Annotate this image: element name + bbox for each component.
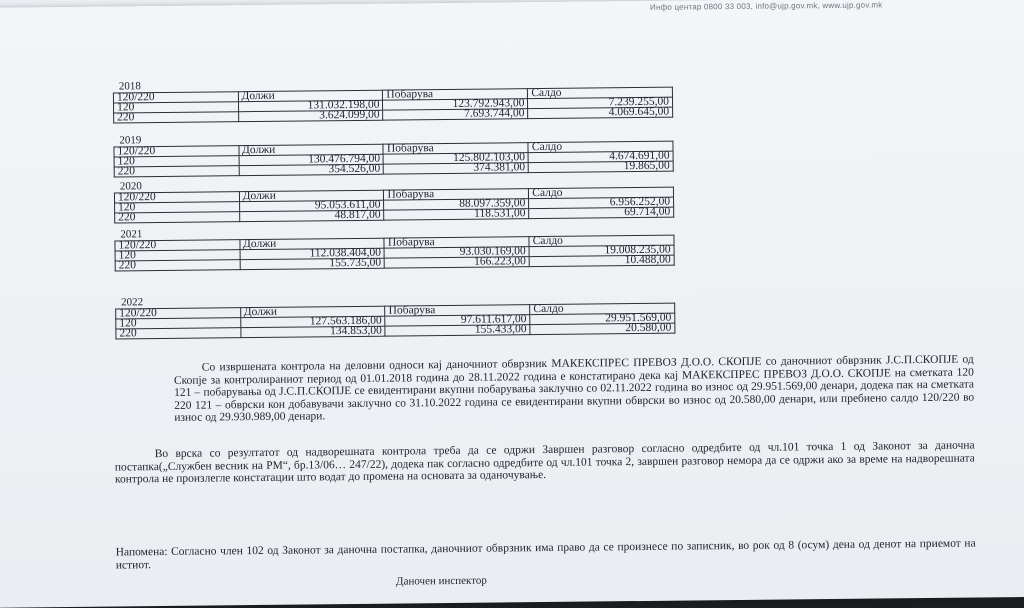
dolzi-value: 48.817,00 bbox=[239, 210, 384, 222]
column-header: Побарува bbox=[384, 189, 529, 201]
column-header: Побарува bbox=[383, 89, 528, 101]
row-label: 120 bbox=[115, 202, 240, 213]
column-header: Должи bbox=[240, 306, 385, 318]
column-header: Должи bbox=[239, 190, 384, 202]
row-label: 220 bbox=[114, 112, 239, 123]
column-header: Должи bbox=[239, 238, 384, 250]
row-label: 220 bbox=[116, 328, 241, 339]
ledger-table-2020 bbox=[114, 187, 674, 224]
column-header: Салдо bbox=[529, 187, 674, 199]
saldo-value: 4.069.645,00 bbox=[528, 107, 673, 119]
year-label-2020: 2020 bbox=[119, 180, 142, 193]
column-header: Побарува bbox=[383, 143, 528, 155]
note-paragraph bbox=[116, 537, 976, 571]
dolzi-value: 112.038.404,00 bbox=[240, 248, 385, 260]
dolzi-value: 155.735,00 bbox=[240, 258, 385, 270]
saldo-value: 6.956.252,00 bbox=[529, 197, 674, 209]
saldo-value: 19.865,00 bbox=[529, 161, 674, 173]
table-head-cell: 120/220 bbox=[114, 192, 239, 203]
dolzi-value: 95.053.611,00 bbox=[239, 200, 384, 212]
pobaruva-value: 374.381,00 bbox=[384, 163, 529, 175]
column-header: Побарува bbox=[385, 305, 530, 317]
ledger-table-2018 bbox=[113, 87, 673, 124]
ledger-table-2022 bbox=[115, 303, 675, 340]
table-head-cell: 120/220 bbox=[114, 146, 239, 157]
pobaruva-value: 88.097.359,00 bbox=[384, 199, 529, 211]
header-contacts: Инфо центар 0800 33 003, info@ujp.gov.mk, www.ujp.gov.mk bbox=[649, 0, 883, 12]
conclusion-paragraph bbox=[115, 440, 975, 487]
year-label-2019: 2019 bbox=[119, 134, 142, 147]
pobaruva-value: 97.611.617,00 bbox=[385, 315, 530, 327]
saldo-value: 4.674.691,00 bbox=[528, 151, 673, 163]
row-label: 120 bbox=[115, 250, 240, 261]
column-header: Должи bbox=[238, 144, 383, 156]
findings-text: Со извршената контрола на деловни односи кај даночниот обврзник МАКЕКСПРЕС ПРЕВОЗ Д.О.О. СКОПЈЕ со даночниот обврзник Ј.С.П.СКОПЈЕ од Скопје за контролираниот период од 01.01.2018 година до 28.11.2022 година е констатирано дека кај МАКЕКСПРЕС ПРЕВОЗ Д.О.О. СКОПЈЕ на сметката 120 121 – побарувања од Ј.С.П.СКОПЈЕ се евидентирани вкупни побарувања заклучно со 02.11.2022 година во износ од 29.951.569,00 денари, додека пак на сметката 220 121 – обврски кон добавувачи заклучно со 31.10.2022 година се евидентирани вкупни обврски во износ од 20.580,00 денари, или пребиено салдо 120/220 во износ од 29.930.989,00 денари. bbox=[173, 353, 975, 424]
pobaruva-value: 125.802.103,00 bbox=[384, 153, 529, 165]
dolzi-value: 354.526,00 bbox=[239, 164, 384, 176]
table-head-cell: 120/220 bbox=[113, 92, 238, 103]
ledger-table-2021 bbox=[114, 235, 674, 272]
conclusion-text: Во врска со резултатот од надворешната контрола треба да се одржи Завршен разговор согласно одредбите од чл.101 точка 1 од Законот за даночна постапка(„Службен весник на РМ“, бр.13/06… 247/22), додека пак согласно одредбите од чл.101 точка 2, завршен разговор немора да се одржи ако за време на надворешната контрола не произлегле констатации што водат до промена на основата за оданочување. bbox=[114, 439, 975, 486]
table-head-cell: 120/220 bbox=[116, 308, 241, 319]
column-header: Салдо bbox=[530, 303, 675, 315]
saldo-value: 10.488,00 bbox=[529, 255, 674, 267]
year-label-2021: 2021 bbox=[120, 228, 143, 241]
year-label-2018: 2018 bbox=[118, 80, 141, 93]
column-header: Салдо bbox=[528, 87, 673, 99]
saldo-value: 29.951.569,00 bbox=[530, 313, 675, 325]
column-header: Салдо bbox=[529, 235, 674, 247]
findings-paragraph bbox=[174, 354, 975, 425]
dolzi-value: 127.563.186,00 bbox=[240, 316, 385, 328]
saldo-value: 19.008.235,00 bbox=[529, 245, 674, 257]
dolzi-value: 131.032.198,00 bbox=[238, 100, 383, 112]
dolzi-value: 130.476.794,00 bbox=[239, 154, 384, 166]
dolzi-value: 134.853,00 bbox=[240, 326, 385, 338]
row-label: 220 bbox=[115, 212, 240, 223]
note-text: Напомена: Согласно член 102 од Законот за даночна постапка, даночниот обврзник има право да се произнесе по записник, во рок од 8 (осум) дена од денот на приемот на истиот. bbox=[115, 537, 976, 572]
pobaruva-value: 118.531,00 bbox=[384, 209, 529, 221]
saldo-value: 69.714,00 bbox=[529, 207, 674, 219]
column-header: Побарува bbox=[384, 237, 529, 249]
saldo-value: 20.580,00 bbox=[530, 323, 675, 335]
table-head-cell: 120/220 bbox=[115, 240, 240, 251]
pobaruva-value: 7.693.744,00 bbox=[383, 109, 528, 121]
row-label: 120 bbox=[116, 318, 241, 329]
row-label: 220 bbox=[114, 166, 239, 177]
row-label: 220 bbox=[115, 260, 240, 271]
pobaruva-value: 123.792.943,00 bbox=[383, 99, 528, 111]
signature-label: Даночен инспектор bbox=[395, 574, 487, 588]
saldo-value: 7.239.255,00 bbox=[528, 97, 673, 109]
row-label: 120 bbox=[114, 156, 239, 167]
pobaruva-value: 166.223,00 bbox=[385, 257, 530, 269]
column-header: Должи bbox=[238, 90, 383, 102]
pobaruva-value: 155.433,00 bbox=[385, 325, 530, 337]
pobaruva-value: 93.030.169,00 bbox=[384, 247, 529, 259]
ledger-table-2019 bbox=[113, 141, 673, 178]
year-label-2022: 2022 bbox=[121, 296, 144, 309]
row-label: 120 bbox=[114, 102, 239, 113]
column-header: Салдо bbox=[528, 141, 673, 153]
dolzi-value: 3.624.099,00 bbox=[238, 110, 383, 122]
